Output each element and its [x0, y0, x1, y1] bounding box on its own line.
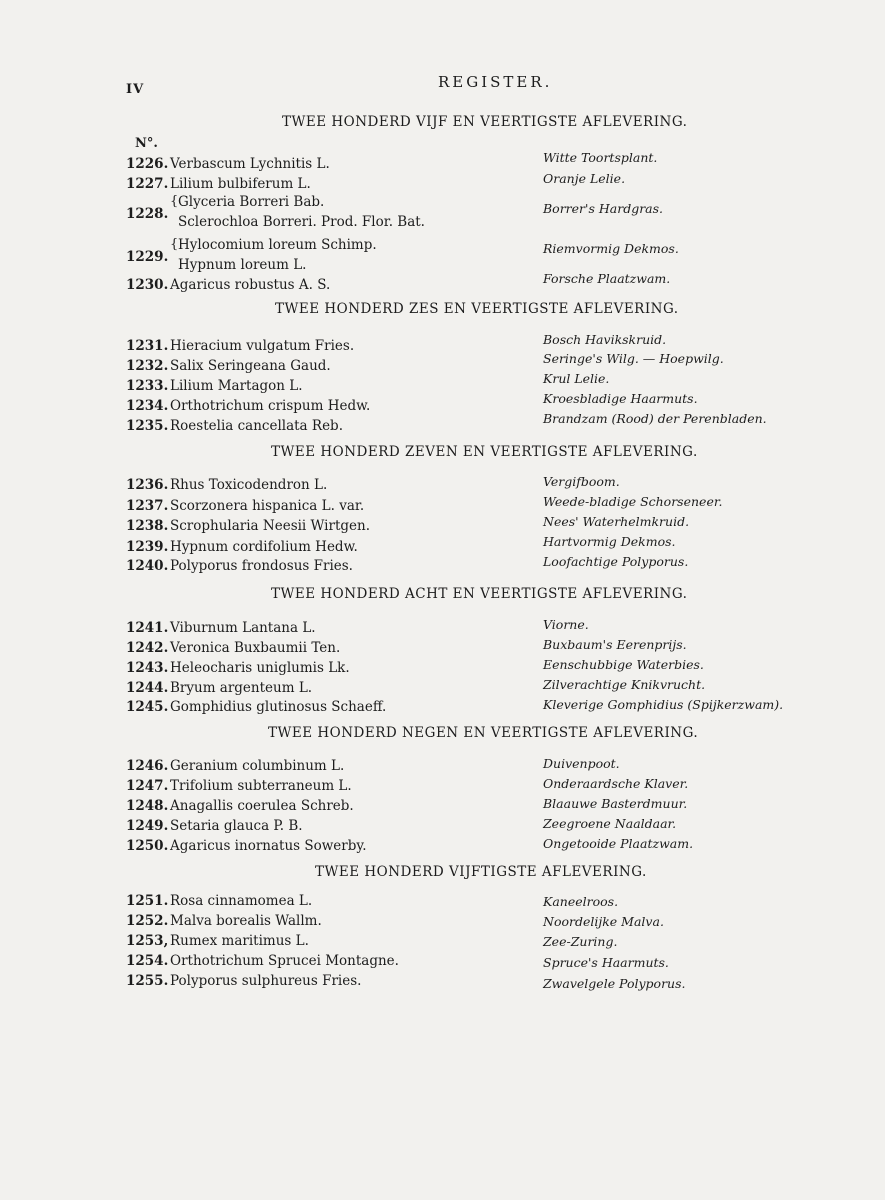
- brace: {: [170, 237, 179, 252]
- list-item: [126, 518, 370, 534]
- list-item: [126, 758, 344, 774]
- dutch-name: Noordelijke Malva.: [543, 914, 664, 929]
- latin-name: Geranium columbinum L.: [170, 758, 345, 774]
- entry-number: 1239.: [126, 539, 169, 555]
- dutch-name: Riemvormig Dekmos.: [543, 241, 679, 256]
- latin-name: Agaricus inornatus Sowerby.: [170, 838, 367, 854]
- entry-number: 1249.: [126, 818, 169, 834]
- page-number: IV: [126, 82, 145, 97]
- list-item: [126, 277, 330, 293]
- latin-name: Bryum argenteum L.: [170, 680, 313, 696]
- entry-number: 1253,: [126, 933, 169, 949]
- list-item: [126, 640, 340, 656]
- section-heading: TWEE HONDERD NEGEN EN VEERTIGSTE AFLEVERING.: [268, 725, 699, 741]
- entry-number: 1231.: [126, 338, 169, 354]
- entry-number: 1233.: [126, 378, 169, 394]
- list-item: [126, 378, 303, 394]
- dutch-name: Zilverachtige Knikvrucht.: [543, 677, 706, 692]
- entry-number: 1255.: [126, 973, 169, 989]
- list-item: [126, 176, 311, 192]
- latin-name: Lilium Martagon L.: [170, 378, 303, 394]
- list-item: [126, 893, 312, 909]
- list-item: [126, 338, 354, 354]
- entry-number: 1232.: [126, 358, 169, 374]
- entry-number: 1238.: [126, 518, 169, 534]
- list-item: [126, 699, 386, 715]
- latin-name: Gomphidius glutinosus Schaeff.: [170, 699, 387, 715]
- latin-name: Verbascum Lychnitis L.: [170, 156, 330, 172]
- section-heading: TWEE HONDERD VIJF EN VEERTIGSTE AFLEVERING.: [282, 114, 688, 130]
- dutch-name: Forsche Plaatzwam.: [543, 271, 671, 286]
- list-item: [126, 798, 354, 814]
- entry-number: 1236.: [126, 477, 169, 493]
- dutch-name: Zeegroene Naaldaar.: [543, 816, 677, 831]
- latin-name: Salix Seringeana Gaud.: [170, 358, 331, 374]
- latin-name: Rumex maritimus L.: [170, 933, 309, 949]
- dutch-name: Oranje Lelie.: [543, 171, 626, 186]
- list-item: [126, 418, 343, 434]
- latin-name: Veronica Buxbaumii Ten.: [170, 640, 341, 656]
- dutch-name: Kaneelroos.: [543, 894, 619, 909]
- entry-number: 1247.: [126, 778, 169, 794]
- dutch-name: Borrer's Hardgras.: [543, 201, 664, 216]
- dutch-name: Witte Toortsplant.: [543, 150, 658, 165]
- list-item: [126, 477, 327, 493]
- dutch-name: Spruce's Haarmuts.: [543, 955, 669, 970]
- page-title: REGISTER.: [438, 73, 553, 91]
- dutch-name: Loofachtige Polyporus.: [543, 554, 689, 569]
- entry-number: 1252.: [126, 913, 169, 929]
- dutch-name: Seringe's Wilg. — Hoepwilg.: [543, 351, 724, 366]
- dutch-name: Duivenpoot.: [543, 756, 620, 771]
- latin-name: Orthotrichum crispum Hedw.: [170, 398, 371, 414]
- dutch-name: Kroesbladige Haarmuts.: [543, 391, 698, 406]
- number-column-label: N°.: [135, 136, 158, 151]
- latin-name: Sclerochloa Borreri. Prod. Flor. Bat.: [178, 214, 425, 230]
- dutch-name: Zee-Zuring.: [543, 934, 618, 949]
- entry-number: 1229.: [126, 249, 169, 265]
- entry-number: 1235.: [126, 418, 169, 434]
- latin-name: Hieracium vulgatum Fries.: [170, 338, 355, 354]
- latin-name: Agaricus robustus A. S.: [170, 277, 331, 293]
- dutch-name: Bosch Havikskruid.: [543, 332, 667, 347]
- dutch-name: Kleverige Gomphidius (Spijkerzwam).: [543, 697, 784, 712]
- latin-name: Rosa cinnamomea L.: [170, 893, 313, 909]
- dutch-name: Blaauwe Basterdmuur.: [543, 796, 688, 811]
- dutch-name: Viorne.: [543, 617, 589, 632]
- list-item: [126, 237, 546, 279]
- dutch-name: Buxbaum's Eerenprijs.: [543, 637, 687, 652]
- entry-number: 1241.: [126, 620, 169, 636]
- section-heading: TWEE HONDERD ZES EN VEERTIGSTE AFLEVERING.: [275, 301, 679, 317]
- list-item: [126, 933, 309, 949]
- list-item: [126, 156, 330, 172]
- dutch-name: Weede-bladige Schorseneer.: [543, 494, 723, 509]
- list-item: [126, 680, 312, 696]
- latin-name: Hypnum loreum L.: [178, 257, 307, 273]
- dutch-name: Zwavelgele Polyporus.: [543, 976, 686, 991]
- entry-number: 1248.: [126, 798, 169, 814]
- entry-number: 1251.: [126, 893, 169, 909]
- section-heading: TWEE HONDERD ZEVEN EN VEERTIGSTE AFLEVERING.: [271, 444, 698, 460]
- latin-name: Viburnum Lantana L.: [170, 620, 316, 636]
- latin-name: Trifolium subterraneum L.: [170, 778, 352, 794]
- entry-number: 1227.: [126, 176, 169, 192]
- entry-number: 1228.: [126, 206, 169, 222]
- latin-name: Orthotrichum Sprucei Montagne.: [170, 953, 399, 969]
- entry-number: 1242.: [126, 640, 169, 656]
- latin-name: Glyceria Borreri Bab.: [178, 194, 325, 210]
- list-item: [126, 973, 361, 989]
- entry-number: 1250.: [126, 838, 169, 854]
- dutch-name: Onderaardsche Klaver.: [543, 776, 689, 791]
- latin-name: Setaria glauca P. B.: [170, 818, 303, 834]
- latin-name: Hylocomium loreum Schimp.: [178, 237, 377, 253]
- list-item: [126, 838, 367, 854]
- dutch-name: Krul Lelie.: [543, 371, 610, 386]
- list-item: [126, 398, 370, 414]
- list-item: [126, 558, 353, 574]
- latin-name: Anagallis coerulea Schreb.: [170, 798, 354, 814]
- latin-name: Heleocharis uniglumis Lk.: [170, 660, 350, 676]
- list-item: [126, 818, 303, 834]
- entry-number: 1245.: [126, 699, 169, 715]
- list-item: [126, 194, 546, 236]
- dutch-name: Eenschubbige Waterbies.: [543, 657, 704, 672]
- latin-name: Scorzonera hispanica L. var.: [170, 498, 365, 514]
- list-item: [126, 660, 350, 676]
- entry-number: 1243.: [126, 660, 169, 676]
- dutch-name: Ongetooide Plaatzwam.: [543, 836, 694, 851]
- brace: {: [170, 194, 179, 209]
- latin-name: Hypnum cordifolium Hedw.: [170, 539, 358, 555]
- latin-name: Polyporus sulphureus Fries.: [170, 973, 362, 989]
- entry-number: 1234.: [126, 398, 169, 414]
- dutch-name: Vergifboom.: [543, 474, 620, 489]
- list-item: [126, 913, 322, 929]
- latin-name: Polyporus frondosus Fries.: [170, 558, 353, 574]
- list-item: [126, 778, 352, 794]
- latin-name: Roestelia cancellata Reb.: [170, 418, 343, 434]
- list-item: [126, 620, 316, 636]
- entry-number: 1226.: [126, 156, 169, 172]
- list-item: [126, 539, 358, 555]
- entry-number: 1246.: [126, 758, 169, 774]
- latin-name: Malva borealis Wallm.: [170, 913, 322, 929]
- dutch-name: Brandzam (Rood) der Perenbladen.: [543, 411, 767, 426]
- latin-name: Lilium bulbiferum L.: [170, 176, 311, 192]
- dutch-name: Hartvormig Dekmos.: [543, 534, 676, 549]
- entry-number: 1254.: [126, 953, 169, 969]
- section-heading: TWEE HONDERD ACHT EN VEERTIGSTE AFLEVERING.: [271, 586, 688, 602]
- list-item: [126, 953, 399, 969]
- entry-number: 1244.: [126, 680, 169, 696]
- latin-name: Scrophularia Neesii Wirtgen.: [170, 518, 370, 534]
- entry-number: 1240.: [126, 558, 169, 574]
- dutch-name: Nees' Waterhelmkruid.: [543, 514, 690, 529]
- list-item: [126, 358, 331, 374]
- latin-name: Rhus Toxicodendron L.: [170, 477, 328, 493]
- entry-number: 1230.: [126, 277, 169, 293]
- entry-number: 1237.: [126, 498, 169, 514]
- section-heading: TWEE HONDERD VIJFTIGSTE AFLEVERING.: [315, 864, 647, 880]
- list-item: [126, 498, 364, 514]
